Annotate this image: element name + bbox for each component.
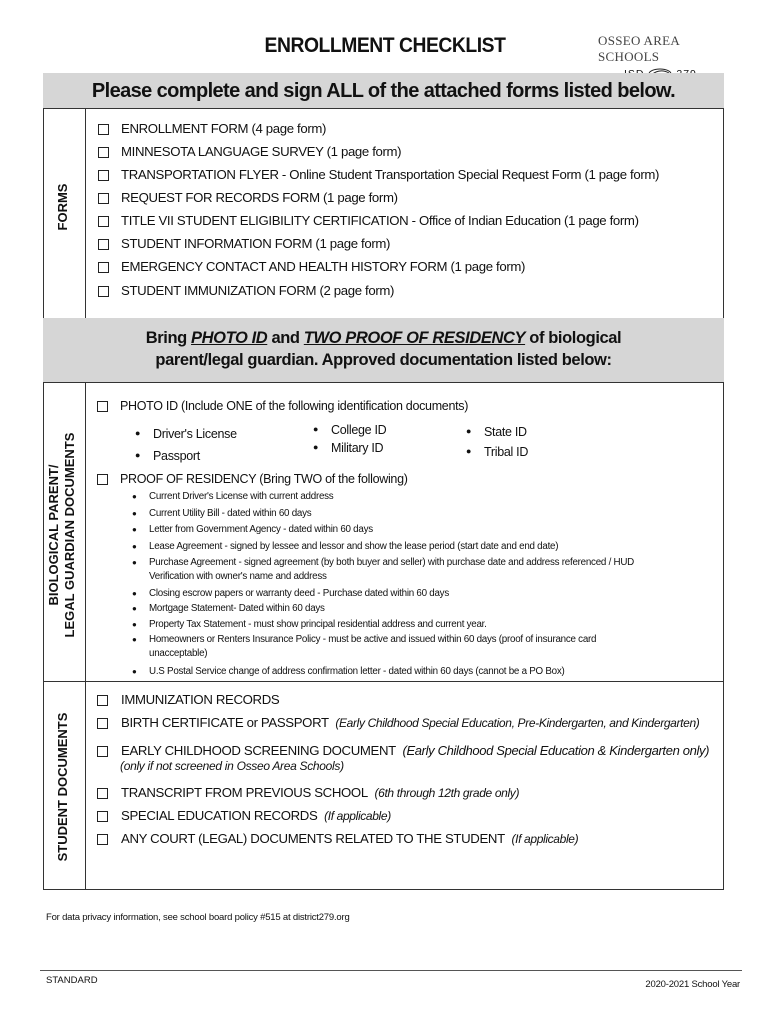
checkbox[interactable]: [98, 147, 109, 158]
form-item: ENROLLMENT FORM (4 page form): [121, 121, 327, 136]
checkbox[interactable]: [97, 401, 108, 412]
photo-id-heading: PHOTO ID (Include ONE of the following identification documents): [120, 399, 469, 413]
student-doc-note: (Early Childhood Special Education & Kindergarten only): [402, 743, 710, 758]
student-top-divider: [43, 681, 724, 682]
student-doc-note: (If applicable): [511, 832, 579, 846]
residency-heading: PROOF OF RESIDENCY (Bring TWO of the following): [120, 472, 408, 486]
document-title: ENROLLMENT CHECKLIST: [264, 34, 506, 57]
id-option: ● Military ID: [331, 441, 383, 455]
student-doc-item: BIRTH CERTIFICATE or PASSPORT (Early Childhood Special Education, Pre-Kindergarten, and Kindergarten): [121, 715, 700, 730]
form-item: TITLE VII STUDENT ELIGIBILITY CERTIFICATION - Office of Indian Education (1 page form): [121, 213, 639, 228]
guardian-top-divider: [43, 382, 724, 383]
residency-item: ● U.S Postal Service change of address confirmation letter - dated within 60 days (cannot be a PO Box): [149, 665, 565, 678]
residency-item-continued: Verification with owner's name and address: [149, 571, 327, 582]
checkbox[interactable]: [98, 216, 109, 227]
form-item: EMERGENCY CONTACT AND HEALTH HISTORY FORM (1 page form): [121, 259, 526, 274]
form-item: MINNESOTA LANGUAGE SURVEY (1 page form): [121, 144, 402, 159]
forms-side-label: FORMS: [55, 183, 70, 231]
form-item: STUDENT INFORMATION FORM (1 page form): [121, 236, 391, 251]
student-doc-item: TRANSCRIPT FROM PREVIOUS SCHOOL (6th through 12th grade only): [121, 785, 520, 800]
student-doc-item: SPECIAL EDUCATION RECORDS (If applicable): [121, 808, 391, 823]
residency-item: ● Current Utility Bill - dated within 60 days: [149, 507, 311, 520]
residency-item: ● Mortgage Statement- Dated within 60 days: [149, 602, 325, 615]
student-doc-item: ANY COURT (LEGAL) DOCUMENTS RELATED TO THE STUDENT (If applicable): [121, 831, 579, 846]
id-option: ● College ID: [331, 423, 386, 437]
checkbox[interactable]: [98, 124, 109, 135]
checkbox[interactable]: [97, 788, 108, 799]
checkbox[interactable]: [98, 239, 109, 250]
screening-subnote: (only if not screened in Osseo Area Schools): [120, 759, 344, 773]
form-item: REQUEST FOR RECORDS FORM (1 page form): [121, 190, 398, 205]
form-item: TRANSPORTATION FLYER - Online Student Transportation Special Request Form (1 page form): [121, 167, 660, 182]
residency-item: ● Homeowners or Renters Insurance Policy - must be active and issued within 60 days (proof of insurance card: [149, 633, 596, 646]
residency-item: ● Lease Agreement - signed by lessee and lessor and show the lease period (start date and end date): [149, 540, 558, 553]
residency-banner: Bring PHOTO ID and TWO PROOF OF RESIDENCY of biological parent/legal guardian. Approved documentation listed below:: [43, 318, 724, 382]
residency-item: ● Property Tax Statement - must show principal residential address and current year.: [149, 618, 487, 631]
id-option: ● Tribal ID: [484, 445, 528, 459]
privacy-footnote: For data privacy information, see school board policy #515 at district279.org: [46, 912, 350, 923]
id-option: ● Passport: [153, 449, 200, 463]
checkbox[interactable]: [98, 170, 109, 181]
residency-item: ● Closing escrow papers or warranty deed - Purchase dated within 60 days: [149, 587, 449, 600]
guardian-side-label: BIOLOGICAL PARENT/ LEGAL GUARDIAN DOCUMENTS: [46, 432, 77, 638]
footer-school-year: 2020-2021 School Year: [645, 979, 740, 990]
footer-standard: STANDARD: [46, 975, 98, 986]
two-proof-emphasis: TWO PROOF OF RESIDENCY: [303, 329, 526, 347]
logo-name: OSSEO AREA SCHOOLS: [598, 33, 680, 64]
form-item: STUDENT IMMUNIZATION FORM (2 page form): [121, 283, 395, 298]
student-side-label: STUDENT DOCUMENTS: [55, 712, 70, 862]
checkbox[interactable]: [98, 193, 109, 204]
residency-banner-line2: parent/legal guardian. Approved documentation listed below:: [155, 351, 612, 369]
forms-column-divider: [85, 109, 86, 318]
residency-item: ● Letter from Government Agency - dated within 60 days: [149, 523, 373, 536]
checkbox[interactable]: [97, 718, 108, 729]
checkbox[interactable]: [97, 811, 108, 822]
student-doc-item: EARLY CHILDHOOD SCREENING DOCUMENT (Early Childhood Special Education & Kindergarten only): [121, 743, 710, 758]
left-column-divider: [85, 382, 86, 890]
checkbox[interactable]: [98, 286, 109, 297]
checkbox[interactable]: [98, 262, 109, 273]
checkbox[interactable]: [97, 834, 108, 845]
residency-item-continued: unacceptable): [149, 648, 208, 659]
photo-id-emphasis: PHOTO ID: [191, 329, 268, 347]
residency-item: ● Purchase Agreement - signed agreement (by both buyer and seller) with purchase date and address referenced / HUD: [149, 556, 634, 569]
student-doc-note: (6th through 12th grade only): [374, 786, 520, 800]
student-doc-note: (If applicable): [324, 809, 391, 823]
instructions-banner: Please complete and sign ALL of the attached forms listed below.: [43, 73, 724, 109]
checkbox[interactable]: [97, 695, 108, 706]
footer-divider: [40, 970, 742, 971]
student-doc-item: IMMUNIZATION RECORDS: [121, 692, 280, 707]
id-option: ● State ID: [484, 425, 527, 439]
residency-item: ● Current Driver's License with current address: [149, 490, 333, 503]
checkbox[interactable]: [97, 474, 108, 485]
id-option: ● Driver's License: [153, 427, 237, 441]
student-doc-note: (Early Childhood Special Education, Pre-Kindergarten, and Kindergarten): [335, 716, 700, 730]
checkbox[interactable]: [97, 746, 108, 757]
